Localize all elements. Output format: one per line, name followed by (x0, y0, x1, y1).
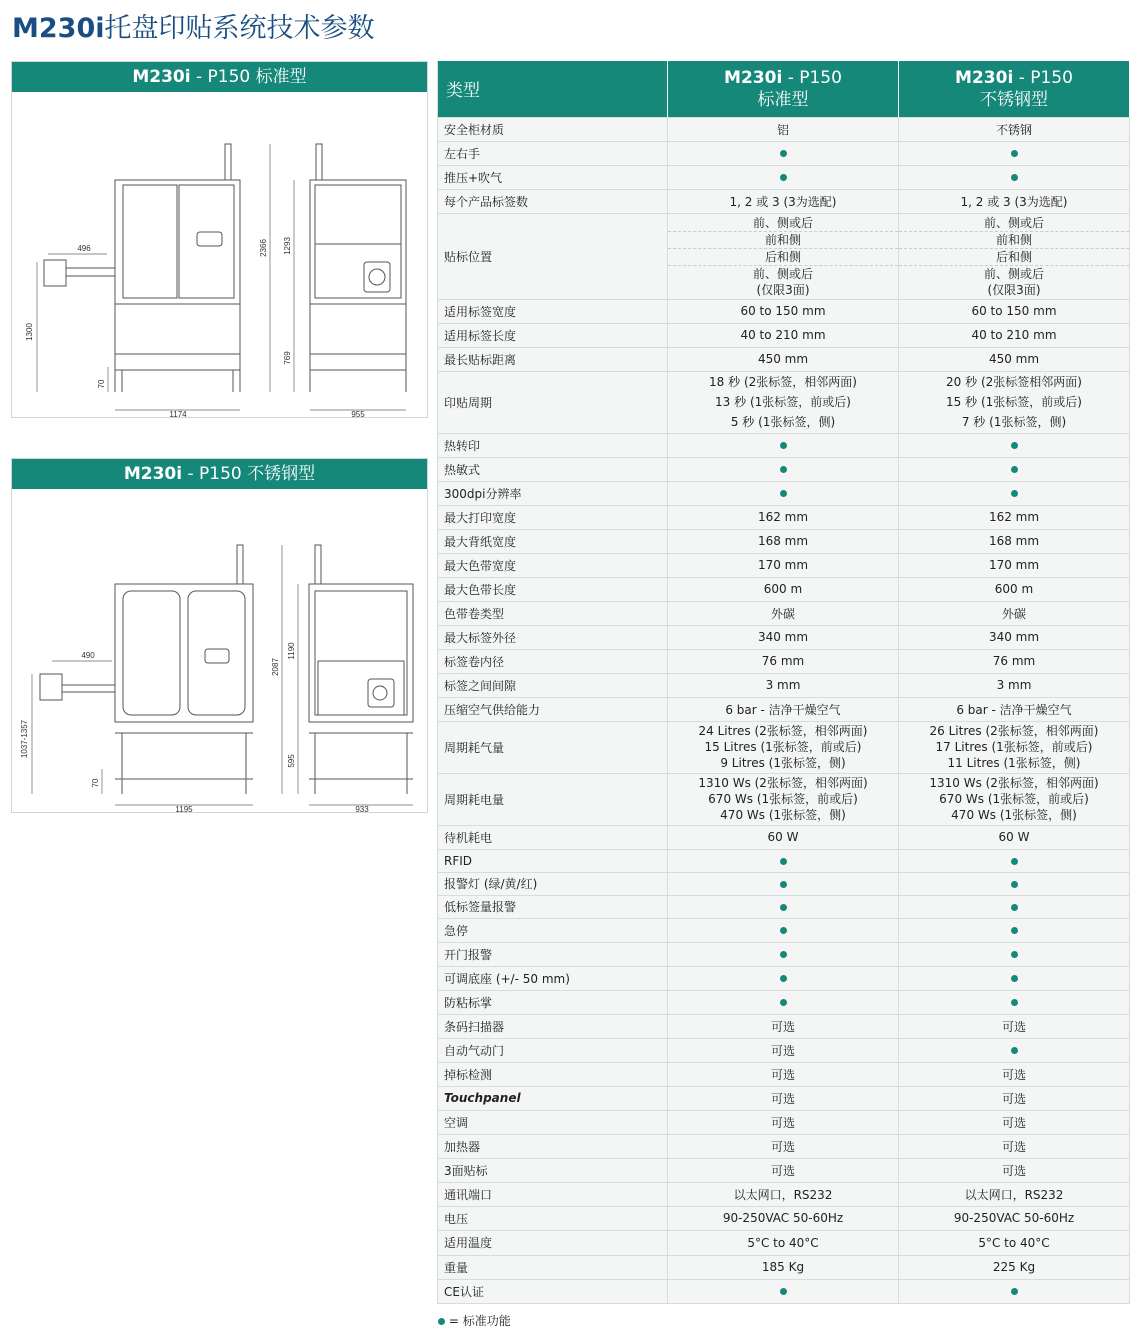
table-row: 电压 90-250VAC 50-60Hz 90-250VAC 50-60Hz (438, 1206, 1130, 1230)
dim-height-total: 2366 (259, 239, 268, 257)
dim-height-ground: 1300 (25, 323, 34, 341)
legend-text: = 标准功能 (448, 1314, 511, 1328)
technical-drawing-stainless (12, 489, 427, 812)
standard-feature-dot (780, 150, 787, 157)
table-row: 适用标签宽度 60 to 150 mm 60 to 150 mm (438, 299, 1130, 323)
table-row: 标签之间间隙 3 mm 3 mm (438, 673, 1130, 697)
table-row: 低标签量报警 (438, 895, 1130, 918)
header-type: 类型 (438, 61, 668, 117)
table-row: 报警灯 (绿/黄/红) (438, 872, 1130, 895)
table-row: 适用标签长度 40 to 210 mm 40 to 210 mm (438, 323, 1130, 347)
table-row: CE认证 (438, 1279, 1130, 1303)
standard-feature-dot (780, 927, 787, 934)
standard-feature-dot (780, 1288, 787, 1295)
dim-width-front: 1195 (175, 805, 193, 812)
table-row: 加热器 可选 可选 (438, 1134, 1130, 1158)
standard-feature-dot (780, 904, 787, 911)
table-row: 最大背纸宽度 168 mm 168 mm (438, 529, 1130, 553)
standard-feature-dot (780, 975, 787, 982)
table-row: 条码扫描器 可选 可选 (438, 1014, 1130, 1038)
standard-feature-dot (1011, 881, 1018, 888)
page-title (12, 6, 374, 45)
table-row: 每个产品标签数 1, 2 或 3 (3为选配) 1, 2 或 3 (3为选配) (438, 189, 1130, 213)
standard-feature-dot (1011, 975, 1018, 982)
page-title-text: 托盘印贴系统技术参数 (104, 13, 375, 44)
table-row: 3面贴标 可选 可选 (438, 1158, 1130, 1182)
page-title-model: M230i (12, 13, 105, 44)
dim-width-side: 955 (351, 410, 365, 417)
table-row: 300dpi分辨率 (438, 481, 1130, 505)
standard-feature-dot (1011, 999, 1018, 1006)
standard-feature-dot (1011, 858, 1018, 865)
drawing-panel-standard (11, 61, 428, 418)
table-row: 自动气动门 可选 (438, 1038, 1130, 1062)
standard-feature-dot (1011, 466, 1018, 473)
dim-height-lower: 769 (283, 351, 292, 365)
table-row: 可调底座 (+/- 50 mm) (438, 966, 1130, 990)
table-row: 急停 (438, 918, 1130, 942)
table-row: 开门报警 (438, 942, 1130, 966)
technical-drawing-standard (12, 92, 427, 417)
standard-feature-dot (1011, 904, 1018, 911)
table-row: 安全柜材质 铝 不锈钢 (438, 117, 1130, 141)
dim-height-ground: 1037-1357 (20, 719, 29, 759)
dim-foot: 70 (91, 778, 100, 788)
dim-height-lower: 595 (287, 754, 296, 768)
table-row: 待机耗电 60 W 60 W (438, 825, 1130, 849)
table-row: 通讯端口 以太网口，RS232 以太网口，RS232 (438, 1182, 1130, 1206)
dim-foot: 70 (97, 379, 106, 389)
standard-feature-dot (1011, 951, 1018, 958)
standard-feature-dot (780, 881, 787, 888)
dim-height-cabinet: 1190 (287, 642, 296, 660)
table-row: 空调 可选 可选 (438, 1110, 1130, 1134)
panel-title: M230i - P150 标准型 (12, 62, 427, 92)
table-row: 最大色带长度 600 m 600 m (438, 577, 1130, 601)
legend-dot-icon (438, 1318, 445, 1325)
table-row: 色带卷类型 外碳 外碳 (438, 601, 1130, 625)
dim-width-front: 1174 (169, 410, 187, 417)
table-row: 周期耗电量 1310 Ws (2张标签，相邻两面) 670 Ws (1张标签，前或后) 470 Ws (1张标签，侧) 1310 Ws (2张标签，相邻两面) 670 Ws (1张标签，前或后) 470 Ws (1张标签，侧) (438, 773, 1130, 825)
header-standard: M230i - P150 标准型 (668, 61, 899, 117)
standard-feature-dot (780, 951, 787, 958)
standard-feature-dot (1011, 490, 1018, 497)
standard-feature-dot (1011, 174, 1018, 181)
table-row: 压缩空气供给能力 6 bar - 洁净干燥空气 6 bar - 洁净干燥空气 (438, 697, 1130, 721)
table-row: Touchpanel 可选 可选 (438, 1086, 1130, 1110)
table-row: 适用温度 5°C to 40°C 5°C to 40°C (438, 1230, 1130, 1255)
header-stainless: M230i - P150 不锈钢型 (899, 61, 1130, 117)
standard-feature-dot (1011, 1047, 1018, 1054)
table-row: 热转印 (438, 433, 1130, 457)
drawing-panel-stainless (11, 458, 428, 813)
dim-width-side: 933 (355, 805, 369, 812)
table-row: 推压+吹气 (438, 165, 1130, 189)
legend (438, 1312, 511, 1329)
dim-arm: 496 (77, 244, 91, 253)
standard-feature-dot (780, 490, 787, 497)
table-row: 热敏式 (438, 457, 1130, 481)
side-cabinet (310, 180, 406, 304)
table-row: RFID (438, 849, 1130, 872)
table-row: 周期耗气量 24 Litres (2张标签，相邻两面) 15 Litres (1张标签，前或后) 9 Litres (1张标签，侧) 26 Litres (2张标签，相邻两面) 17 Litres (1张标签，前或后) 11 Litres (1张标签，侧) (438, 721, 1130, 773)
table-row: 最大打印宽度 162 mm 162 mm (438, 505, 1130, 529)
dim-arm: 490 (81, 651, 95, 660)
table-row: 最大标签外径 340 mm 340 mm (438, 625, 1130, 649)
standard-feature-dot (780, 174, 787, 181)
table-row: 印贴周期 18 秒 (2张标签，相邻两面) 13 秒 (1张标签，前或后) 5 秒 (1张标签，侧) 20 秒 (2张标签相邻两面) 15 秒 (1张标签，前或后) 7 秒 (1张标签，侧) (438, 371, 1130, 433)
standard-feature-dot (780, 999, 787, 1006)
standard-feature-dot (780, 858, 787, 865)
standard-feature-dot (780, 466, 787, 473)
table-header (438, 61, 1130, 117)
dim-height-total: 2087 (271, 658, 280, 676)
table-row: 防粘标掌 (438, 990, 1130, 1014)
standard-feature-dot (1011, 927, 1018, 934)
table-row: 掉标检测 可选 可选 (438, 1062, 1130, 1086)
front-cabinet (115, 584, 253, 722)
table-row: 标签卷内径 76 mm 76 mm (438, 649, 1130, 673)
standard-feature-dot (1011, 1288, 1018, 1295)
standard-feature-dot (780, 442, 787, 449)
table-row: 重量 185 Kg 225 Kg (438, 1255, 1130, 1279)
table-row: 左右手 (438, 141, 1130, 165)
table-row: 贴标位置 前、侧或后 前和侧 后和侧 前、侧或后 (仅限3面) 前、侧或后 前和侧 后和侧 前、侧或后 (仅限3面) (438, 213, 1130, 299)
panel-title: M230i - P150 不锈钢型 (12, 459, 427, 489)
table-row: 最长贴标距离 450 mm 450 mm (438, 347, 1130, 371)
dim-height-cabinet: 1293 (283, 237, 292, 255)
table-row: 最大色带宽度 170 mm 170 mm (438, 553, 1130, 577)
standard-feature-dot (1011, 442, 1018, 449)
spec-table (437, 61, 1130, 1304)
standard-feature-dot (1011, 150, 1018, 157)
